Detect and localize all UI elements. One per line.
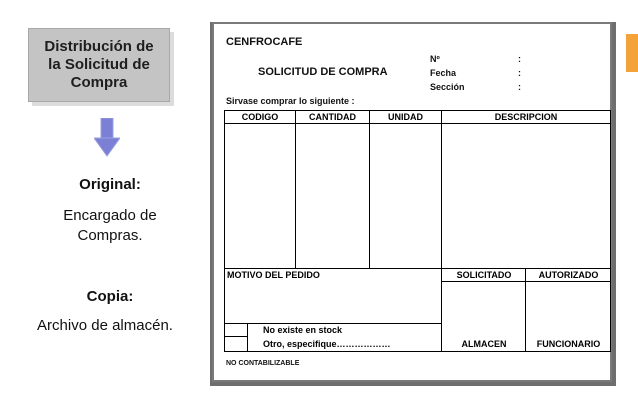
fecha-colon: : <box>518 68 521 78</box>
autorizado-label: AUTORIZADO <box>538 270 599 280</box>
original-value: Encargado de Compras. <box>63 207 157 244</box>
distribution-title-box <box>28 28 170 102</box>
slide-accent-tab <box>626 34 638 72</box>
distribution-title: Distribución de la Solicitud de Compra <box>44 38 154 91</box>
original-label: Original: <box>79 176 141 193</box>
seccion-colon: : <box>518 82 521 92</box>
otro-checkbox[interactable] <box>224 336 248 352</box>
column-unidad <box>369 110 442 269</box>
instruction-text: Sirvase comprar lo siguiente : <box>226 96 355 106</box>
motivo-label: MOTIVO DEL PEDIDO <box>227 270 320 280</box>
copia-value: Archivo de almacén. <box>37 317 173 334</box>
company-name: CENFROCAFE <box>226 36 303 48</box>
seccion-label: Sección <box>430 82 465 92</box>
fecha-label: Fecha <box>430 68 457 78</box>
items-table <box>224 110 611 269</box>
copia-label: Copia: <box>86 288 134 305</box>
arrow-down-icon <box>94 118 120 158</box>
footer-note: NO CONTABILIZABLE <box>226 360 300 367</box>
purchase-request-form <box>212 22 612 382</box>
approval-section <box>224 268 611 352</box>
funcionario-label: FUNCIONARIO <box>536 339 601 349</box>
numero-colon: : <box>518 54 521 64</box>
header-row-line <box>224 123 611 124</box>
form-title: SOLICITUD DE COMPRA <box>258 66 388 78</box>
no-stock-checkbox[interactable] <box>224 323 248 337</box>
no-stock-label: No existe en stock <box>263 325 343 335</box>
solicitado-label: SOLICITADO <box>456 270 512 280</box>
otro-label: Otro, especifique……………… <box>263 339 391 349</box>
column-cantidad <box>295 110 370 269</box>
column-header-cantidad: CANTIDAD <box>309 112 356 122</box>
column-header-descripcion: DESCRIPCION <box>494 112 558 122</box>
column-header-codigo-label: CODIGO <box>241 112 279 122</box>
numero-label: Nº <box>430 54 440 64</box>
column-header-unidad: UNIDAD <box>388 112 423 122</box>
almacen-label: ALMACEN <box>461 339 507 349</box>
